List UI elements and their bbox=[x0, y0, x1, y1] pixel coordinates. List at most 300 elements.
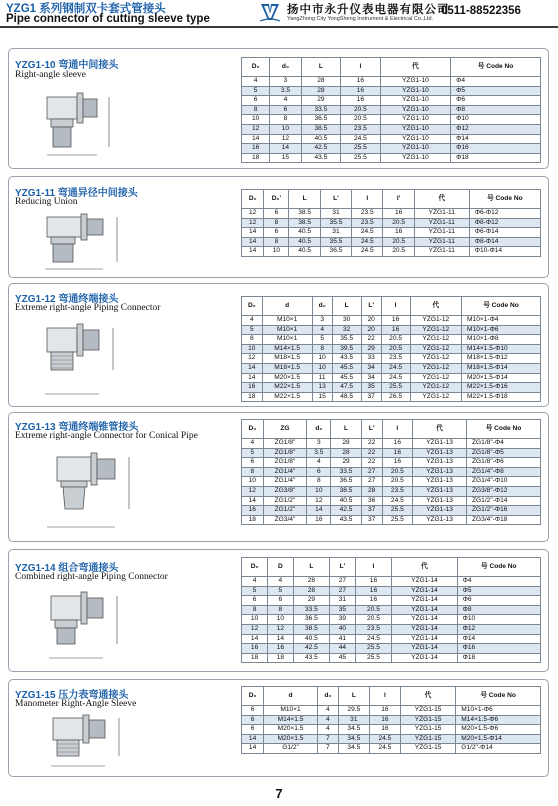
table-cell: 24.5 bbox=[369, 744, 400, 754]
column-header: d₀ bbox=[312, 297, 332, 316]
table-cell: 22 bbox=[361, 458, 382, 468]
table-cell: 43.5 bbox=[331, 515, 361, 525]
table-cell: M14×1.5 bbox=[262, 344, 312, 354]
table-row bbox=[242, 725, 541, 735]
section-title-en: Extreme right-angle Piping Connector bbox=[15, 303, 161, 313]
column-header: L' bbox=[330, 558, 355, 577]
table-cell: 6 bbox=[264, 209, 289, 219]
table-cell: Φ14 bbox=[457, 634, 540, 644]
table-cell: 24.5 bbox=[341, 134, 381, 144]
table-cell: 6 bbox=[242, 96, 270, 106]
table-cell: 6 bbox=[307, 467, 331, 477]
table-cell: 16 bbox=[355, 586, 392, 596]
table-cell: 35.5 bbox=[320, 218, 351, 228]
table-cell: 20.5 bbox=[382, 467, 412, 477]
table-cell: 16 bbox=[341, 77, 381, 87]
table-cell: 24.5 bbox=[369, 734, 400, 744]
table-cell: M18×1.5-Φ12 bbox=[462, 354, 541, 364]
table-cell: 8 bbox=[268, 605, 293, 615]
table-cell: 5 bbox=[242, 325, 263, 335]
table-cell: M10×1-Φ6 bbox=[456, 706, 541, 716]
table-cell: YZG1-12 bbox=[410, 325, 462, 335]
table-row bbox=[242, 706, 541, 716]
table-cell: 14 bbox=[242, 744, 264, 754]
table-cell: 6 bbox=[268, 596, 293, 606]
table-cell: 43.5 bbox=[293, 653, 330, 663]
table-row bbox=[242, 624, 541, 634]
table-cell: 10 bbox=[270, 124, 301, 134]
table-row bbox=[242, 644, 541, 654]
table-cell: Φ10-Φ14 bbox=[469, 247, 540, 257]
table-cell: YZG1-15 bbox=[400, 725, 455, 735]
table-cell: 3.5 bbox=[307, 448, 331, 458]
table-cell: YZG1-13 bbox=[413, 515, 467, 525]
column-header: 号 Code No bbox=[457, 558, 540, 577]
table-cell: YZG1-10 bbox=[380, 86, 450, 96]
table-cell: 12 bbox=[242, 486, 264, 496]
column-header: D₀ bbox=[242, 58, 270, 77]
table-cell: 45.5 bbox=[332, 373, 361, 383]
table-cell: 20.5 bbox=[383, 247, 414, 257]
table-cell: 29 bbox=[331, 458, 361, 468]
table-cell: 35 bbox=[330, 605, 355, 615]
table-cell: 16 bbox=[369, 725, 400, 735]
table-cell: 14 bbox=[307, 506, 331, 516]
table-cell: YZG1-11 bbox=[414, 228, 469, 238]
table-row bbox=[242, 86, 541, 96]
table-cell: ZG1/4"-Φ10 bbox=[467, 477, 541, 487]
table-cell: M22×1.5 bbox=[262, 383, 312, 393]
table-row bbox=[242, 383, 541, 393]
table-cell: M20×1.5-Φ14 bbox=[456, 734, 541, 744]
column-header: d bbox=[264, 687, 318, 706]
table-cell: 16 bbox=[242, 144, 270, 154]
table-cell: YZG1-12 bbox=[410, 363, 462, 373]
table-cell: 5 bbox=[268, 586, 293, 596]
table-cell: 36.5 bbox=[293, 615, 330, 625]
table-cell: 27 bbox=[361, 467, 382, 477]
header-rule bbox=[0, 26, 558, 28]
table-cell: YZG1-12 bbox=[410, 383, 462, 393]
table-cell: 4 bbox=[242, 577, 268, 587]
spec-table-yzg1-11 bbox=[241, 189, 541, 257]
table-cell: 42.5 bbox=[301, 144, 341, 154]
table-cell: 28 bbox=[293, 577, 330, 587]
table-row bbox=[242, 105, 541, 115]
table-cell: ZG1/8" bbox=[263, 458, 307, 468]
table-cell: 5 bbox=[242, 448, 264, 458]
elbow-terminal-drawing bbox=[37, 318, 137, 403]
table-cell: ZG1/4"-Φ8 bbox=[467, 467, 541, 477]
table-cell: 28 bbox=[361, 486, 382, 496]
combined-elbow-drawing bbox=[39, 588, 139, 668]
table-cell: 10 bbox=[242, 344, 263, 354]
table-cell: 6 bbox=[264, 228, 289, 238]
table-row bbox=[242, 209, 541, 219]
table-cell: M10×1 bbox=[262, 325, 312, 335]
table-cell: 31 bbox=[330, 596, 355, 606]
table-cell: 20.5 bbox=[341, 115, 381, 125]
table-row bbox=[242, 363, 541, 373]
table-cell: 16 bbox=[383, 209, 414, 219]
table-cell: 14 bbox=[242, 247, 264, 257]
reducing-union-drawing bbox=[37, 209, 137, 274]
table-cell: 8 bbox=[242, 605, 268, 615]
table-cell: ZG1/2" bbox=[263, 496, 307, 506]
table-cell: 5 bbox=[242, 586, 268, 596]
column-header: L bbox=[293, 558, 330, 577]
table-cell: 35.5 bbox=[332, 335, 361, 345]
table-cell: M18×1.5 bbox=[262, 363, 312, 373]
table-cell: Φ14 bbox=[451, 134, 541, 144]
table-cell: YZG1-13 bbox=[413, 448, 467, 458]
table-cell: M14×1.5-Φ10 bbox=[462, 344, 541, 354]
table-row bbox=[242, 715, 541, 725]
table-row bbox=[242, 325, 541, 335]
table-cell: Φ10 bbox=[457, 615, 540, 625]
table-cell: 16 bbox=[242, 383, 263, 393]
company-phone: 0511-88522356 bbox=[441, 5, 521, 17]
table-cell: 14 bbox=[242, 363, 263, 373]
section-title-en: Reducing Union bbox=[15, 197, 78, 207]
table-cell: M18×1.5 bbox=[262, 354, 312, 364]
table-cell: 39.5 bbox=[332, 344, 361, 354]
table-cell: Φ6-Φ14 bbox=[469, 228, 540, 238]
table-cell: YZG1-12 bbox=[410, 373, 462, 383]
section-yzg1-13 bbox=[8, 412, 549, 542]
table-cell: YZG1-14 bbox=[392, 605, 457, 615]
table-cell: 16 bbox=[369, 706, 400, 716]
series-title-cn: 系列钢制双卡套式管接头 bbox=[39, 3, 166, 15]
table-cell: YZG1-13 bbox=[413, 467, 467, 477]
table-cell: 23.5 bbox=[355, 624, 392, 634]
table-cell: 23.5 bbox=[382, 486, 412, 496]
table-cell: 16 bbox=[381, 316, 410, 326]
table-cell: 28 bbox=[293, 586, 330, 596]
table-cell: 4 bbox=[312, 325, 332, 335]
table-cell: ZG1/4" bbox=[263, 467, 307, 477]
table-cell: 16 bbox=[382, 448, 412, 458]
table-row bbox=[242, 373, 541, 383]
table-cell: M10×1 bbox=[264, 706, 318, 716]
table-cell: 4 bbox=[317, 706, 338, 716]
table-cell: 10 bbox=[312, 354, 332, 364]
table-cell: 20.5 bbox=[382, 477, 412, 487]
table-cell: 34.5 bbox=[338, 734, 369, 744]
column-header: L' bbox=[361, 297, 381, 316]
table-cell: 27 bbox=[330, 586, 355, 596]
column-header: D₀' bbox=[264, 190, 289, 209]
section-title-en: Right-angle sleeve bbox=[15, 70, 86, 80]
table-cell: 24.5 bbox=[382, 496, 412, 506]
table-cell: ZG1/8"-Φ5 bbox=[467, 448, 541, 458]
table-cell: 38.5 bbox=[331, 486, 361, 496]
table-cell: 10 bbox=[242, 115, 270, 125]
table-cell: YZG1-14 bbox=[392, 624, 457, 634]
table-cell: 40.5 bbox=[293, 634, 330, 644]
table-cell: 16 bbox=[382, 439, 412, 449]
table-cell: Φ12 bbox=[457, 624, 540, 634]
table-cell: 33.5 bbox=[331, 467, 361, 477]
table-cell: 10 bbox=[312, 363, 332, 373]
table-row bbox=[242, 596, 541, 606]
table-cell: 35.5 bbox=[320, 237, 351, 247]
table-cell: YZG1-10 bbox=[380, 153, 450, 163]
table-row bbox=[242, 577, 541, 587]
table-cell: 14 bbox=[242, 228, 264, 238]
table-cell: 8 bbox=[242, 335, 263, 345]
table-row bbox=[242, 153, 541, 163]
column-header: 代 bbox=[410, 297, 462, 316]
table-cell: Φ12 bbox=[451, 124, 541, 134]
spec-table-yzg1-13 bbox=[241, 419, 541, 525]
table-cell: 38.5 bbox=[289, 209, 320, 219]
table-cell: Φ5 bbox=[457, 586, 540, 596]
table-cell: 40.5 bbox=[331, 496, 361, 506]
section-title-en: Extreme right-angle Connector for Conical Pipe bbox=[15, 431, 198, 441]
table-cell: 4 bbox=[317, 725, 338, 735]
table-cell: YZG1-10 bbox=[380, 115, 450, 125]
table-cell: 14 bbox=[242, 734, 264, 744]
column-header: L bbox=[338, 687, 369, 706]
table-cell: Φ18 bbox=[451, 153, 541, 163]
table-cell: 43.5 bbox=[332, 354, 361, 364]
table-row bbox=[242, 506, 541, 516]
table-cell: 16 bbox=[382, 458, 412, 468]
column-header: D₀ bbox=[242, 558, 268, 577]
table-cell: Φ4 bbox=[457, 577, 540, 587]
table-row bbox=[242, 586, 541, 596]
table-cell: 45 bbox=[330, 653, 355, 663]
spec-table-yzg1-12 bbox=[241, 296, 541, 402]
column-header: l bbox=[381, 297, 410, 316]
table-cell: M10×1 bbox=[262, 316, 312, 326]
table-row bbox=[242, 734, 541, 744]
section-title-cn: YZG1-15 压力表弯通接头 bbox=[15, 690, 129, 701]
section-title-cn: YZG1-14 组合弯通接头 bbox=[15, 563, 119, 574]
table-cell: 12 bbox=[307, 496, 331, 506]
table-cell: 24.5 bbox=[352, 228, 383, 238]
table-cell: 3 bbox=[312, 316, 332, 326]
table-cell: 23.5 bbox=[352, 218, 383, 228]
table-row bbox=[242, 96, 541, 106]
table-cell: 20.5 bbox=[355, 615, 392, 625]
column-header: l bbox=[352, 190, 383, 209]
table-cell: 14 bbox=[242, 134, 270, 144]
table-cell: 24.5 bbox=[381, 363, 410, 373]
table-cell: 40.5 bbox=[289, 247, 320, 257]
table-cell: 31 bbox=[338, 715, 369, 725]
table-cell: YZG1-11 bbox=[414, 247, 469, 257]
table-cell: 47.5 bbox=[332, 383, 361, 393]
table-cell: 26.5 bbox=[381, 392, 410, 402]
table-cell: 42.5 bbox=[293, 644, 330, 654]
table-row bbox=[242, 316, 541, 326]
section-yzg1-11 bbox=[8, 176, 549, 278]
table-cell: 22 bbox=[361, 448, 382, 458]
table-cell: 36.5 bbox=[301, 115, 341, 125]
column-header: ZG bbox=[263, 420, 307, 439]
series-title-en: Pipe connector of cutting sleeve type bbox=[6, 13, 210, 25]
table-cell: Φ6-Φ12 bbox=[469, 209, 540, 219]
section-yzg1-12 bbox=[8, 283, 549, 407]
spec-table-yzg1-14 bbox=[241, 557, 541, 663]
table-cell: 29 bbox=[361, 344, 381, 354]
table-cell: ZG1/2"-Φ14 bbox=[467, 496, 541, 506]
table-row bbox=[242, 496, 541, 506]
table-cell: 8 bbox=[242, 467, 264, 477]
table-cell: 36.5 bbox=[320, 247, 351, 257]
table-row bbox=[242, 228, 541, 238]
elbow-conical-drawing bbox=[37, 447, 147, 537]
table-cell: 3.5 bbox=[270, 86, 301, 96]
table-cell: 20 bbox=[361, 316, 381, 326]
column-header: L bbox=[331, 420, 361, 439]
table-cell: YZG1-15 bbox=[400, 706, 455, 716]
table-cell: 38.5 bbox=[293, 624, 330, 634]
table-cell: 28 bbox=[331, 448, 361, 458]
table-cell: 3 bbox=[270, 77, 301, 87]
column-header: d bbox=[262, 297, 312, 316]
table-row bbox=[242, 486, 541, 496]
column-header: d₀ bbox=[317, 687, 338, 706]
table-cell: YZG1-10 bbox=[380, 77, 450, 87]
column-header: 代 bbox=[413, 420, 467, 439]
table-cell: 16 bbox=[242, 506, 264, 516]
table-cell: 34 bbox=[361, 373, 381, 383]
table-cell: 18 bbox=[242, 153, 270, 163]
column-header: 代 bbox=[414, 190, 469, 209]
table-cell: YZG1-11 bbox=[414, 237, 469, 247]
table-cell: M20×1.5 bbox=[264, 734, 318, 744]
table-cell: M20×1.5 bbox=[262, 373, 312, 383]
table-cell: 25.5 bbox=[355, 644, 392, 654]
table-cell: 18 bbox=[242, 392, 263, 402]
table-cell: Φ10 bbox=[451, 115, 541, 125]
table-cell: 31 bbox=[320, 228, 351, 238]
table-cell: Φ8-Φ12 bbox=[469, 218, 540, 228]
table-row bbox=[242, 335, 541, 345]
table-cell: 14 bbox=[242, 373, 263, 383]
section-title-cn: YZG1-13 弯通终端锥管接头 bbox=[15, 422, 139, 433]
table-cell: 4 bbox=[242, 77, 270, 87]
table-cell: 14 bbox=[242, 237, 264, 247]
table-cell: YZG1-12 bbox=[410, 344, 462, 354]
table-cell: 8 bbox=[312, 344, 332, 354]
table-cell: 36.5 bbox=[331, 477, 361, 487]
table-cell: 25.5 bbox=[341, 153, 381, 163]
table-row bbox=[242, 77, 541, 87]
section-yzg1-14 bbox=[8, 549, 549, 672]
table-cell: 28 bbox=[301, 77, 341, 87]
section-title-en: Manometer Right-Angle Sleeve bbox=[15, 699, 137, 709]
table-cell: YZG1-14 bbox=[392, 586, 457, 596]
table-cell: 6 bbox=[242, 725, 264, 735]
table-cell: M10×1-Φ8 bbox=[462, 335, 541, 345]
table-cell: M20×1.5 bbox=[264, 725, 318, 735]
table-cell: M10×1-Φ4 bbox=[462, 316, 541, 326]
table-cell: YZG1-14 bbox=[392, 577, 457, 587]
table-row bbox=[242, 744, 541, 754]
manometer-elbow-drawing bbox=[41, 712, 141, 774]
table-cell: 10 bbox=[242, 477, 264, 487]
table-cell: 20.5 bbox=[381, 335, 410, 345]
table-cell: 45.5 bbox=[332, 363, 361, 373]
table-cell: 41 bbox=[330, 634, 355, 644]
table-cell: YZG1-11 bbox=[414, 209, 469, 219]
table-cell: 24.5 bbox=[352, 247, 383, 257]
table-cell: M10×1 bbox=[262, 335, 312, 345]
table-row bbox=[242, 458, 541, 468]
table-cell: ZG1/8" bbox=[263, 439, 307, 449]
table-cell: M22×1.5-Φ18 bbox=[462, 392, 541, 402]
table-row bbox=[242, 448, 541, 458]
table-cell: YZG1-14 bbox=[392, 653, 457, 663]
table-cell: ZG3/8" bbox=[263, 486, 307, 496]
table-cell: Φ16 bbox=[451, 144, 541, 154]
table-cell: 38.5 bbox=[301, 124, 341, 134]
table-cell: YZG1-10 bbox=[380, 124, 450, 134]
table-cell: 16 bbox=[355, 596, 392, 606]
table-cell: YZG1-13 bbox=[413, 477, 467, 487]
table-cell: 14 bbox=[268, 634, 293, 644]
table-cell: 6 bbox=[242, 715, 264, 725]
table-cell: Φ8-Φ14 bbox=[469, 237, 540, 247]
column-header: l bbox=[341, 58, 381, 77]
table-cell: 23.5 bbox=[381, 354, 410, 364]
table-cell: YZG1-12 bbox=[410, 392, 462, 402]
table-cell: 40.5 bbox=[289, 237, 320, 247]
table-cell: 32 bbox=[332, 325, 361, 335]
table-cell: 23.5 bbox=[341, 124, 381, 134]
spec-table-yzg1-10 bbox=[241, 57, 541, 163]
table-cell: YZG1-15 bbox=[400, 715, 455, 725]
table-cell: 13 bbox=[312, 383, 332, 393]
table-cell: 25.5 bbox=[341, 144, 381, 154]
column-header: 号 Code No bbox=[469, 190, 540, 209]
table-cell: G1/2"-Φ14 bbox=[456, 744, 541, 754]
table-cell: 16 bbox=[383, 228, 414, 238]
company-name-en: YangZhong City YongSheng Instrument & Electrical Co.,Ltd. bbox=[287, 16, 434, 22]
table-cell: 37 bbox=[361, 392, 381, 402]
column-header: L bbox=[289, 190, 320, 209]
table-cell: 28 bbox=[331, 439, 361, 449]
table-cell: 24.5 bbox=[355, 634, 392, 644]
table-cell: YZG1-13 bbox=[413, 496, 467, 506]
table-cell: YZG1-14 bbox=[392, 596, 457, 606]
table-cell: 23.5 bbox=[352, 209, 383, 219]
table-cell: 15 bbox=[312, 392, 332, 402]
table-cell: YZG1-15 bbox=[400, 744, 455, 754]
table-cell: 10 bbox=[307, 486, 331, 496]
table-cell: 7 bbox=[317, 734, 338, 744]
table-cell: 25.5 bbox=[382, 506, 412, 516]
table-cell: YZG1-12 bbox=[410, 354, 462, 364]
table-cell: 28 bbox=[301, 86, 341, 96]
table-row bbox=[242, 515, 541, 525]
column-header: 代 bbox=[400, 687, 455, 706]
column-header: L bbox=[332, 297, 361, 316]
table-cell: M10×1-Φ6 bbox=[462, 325, 541, 335]
table-cell: 12 bbox=[242, 209, 264, 219]
table-cell: 4 bbox=[317, 715, 338, 725]
table-cell: M20×1.5-Φ14 bbox=[462, 373, 541, 383]
company-name-cn: 扬中市永升仪表电器有限公司 bbox=[287, 4, 450, 16]
table-cell: 16 bbox=[242, 644, 268, 654]
table-cell: 34.5 bbox=[338, 744, 369, 754]
table-cell: YZG1-13 bbox=[413, 458, 467, 468]
table-cell: 33.5 bbox=[293, 605, 330, 615]
